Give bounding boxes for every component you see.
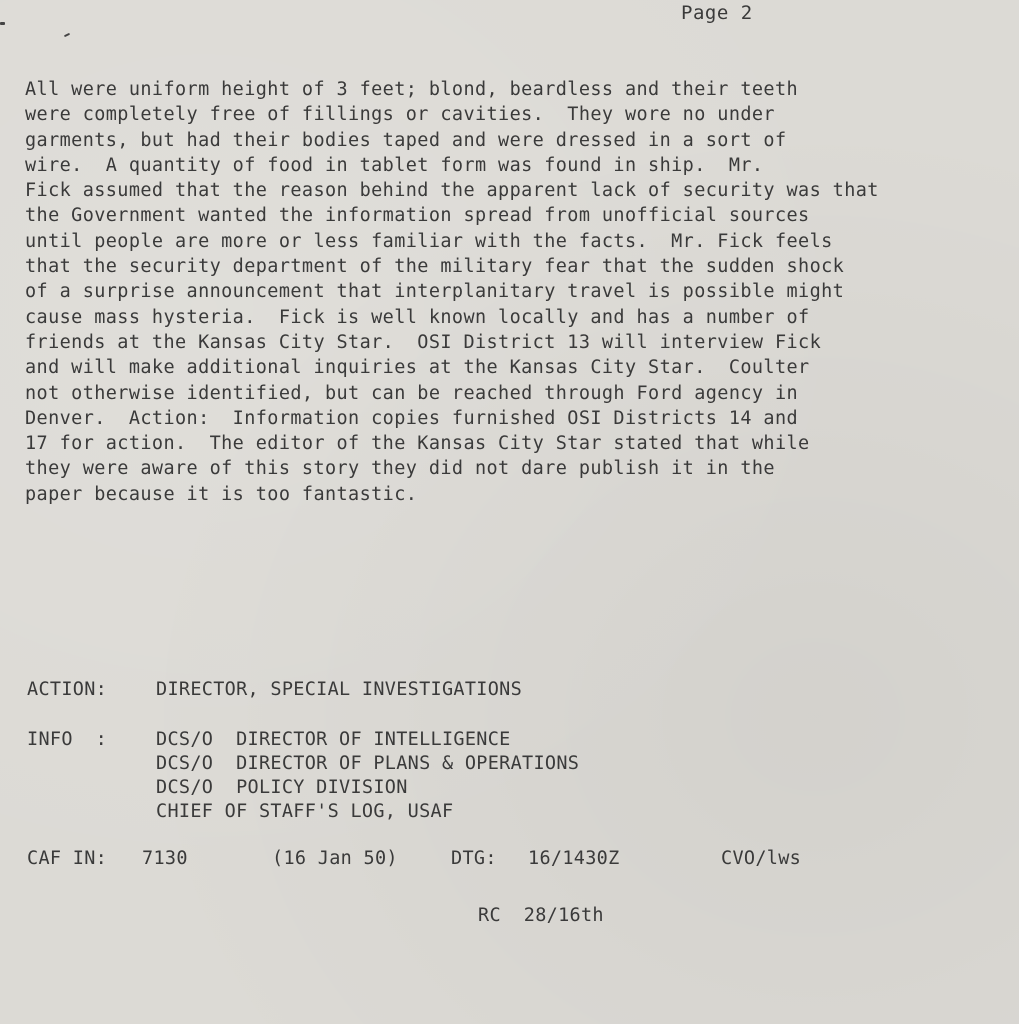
body-line: were completely free of fillings or cavities. They wore no under <box>25 104 775 126</box>
info-list <box>156 728 579 824</box>
body-line: until people are more or less familiar with the facts. Mr. Fick feels <box>25 230 833 252</box>
body-line: 17 for action. The editor of the Kansas City Star stated that while <box>25 433 810 455</box>
body-line: of a surprise announcement that interplanitary travel is possible might <box>25 281 845 303</box>
rc-number: RC 28/16th <box>478 905 604 926</box>
page-number: Page 2 <box>681 2 753 24</box>
ink-mark <box>0 22 5 25</box>
ink-mark <box>64 33 70 37</box>
info-line: DCS/O DIRECTOR OF INTELLIGENCE <box>156 729 511 750</box>
info-routing <box>27 728 580 824</box>
action-label: ACTION: <box>27 679 108 700</box>
action-value: DIRECTOR, SPECIAL INVESTIGATIONS <box>156 679 523 700</box>
body-line: the Government wanted the information spread from unofficial sources <box>25 205 810 227</box>
body-line: that the security department of the military fear that the sudden shock <box>25 256 845 278</box>
message-date: (16 Jan 50) <box>272 848 398 869</box>
info-label: INFO : <box>27 729 108 750</box>
body-line: Fick assumed that the reason behind the apparent lack of security was that <box>25 180 879 202</box>
body-line: friends at the Kansas City Star. OSI District 13 will interview Fick <box>25 331 822 353</box>
body-line: paper because it is too fantastic. <box>25 483 418 505</box>
typist-initials: CVO/lws <box>721 848 802 869</box>
body-line: All were uniform height of 3 feet; blond, beardless and their teeth <box>25 79 799 100</box>
body-line: Denver. Action: Information copies furnished OSI Districts 14 and <box>25 407 799 429</box>
body-line: and will make additional inquiries at the Kansas City Star. Coulter <box>25 357 810 379</box>
caf-in-label: CAF IN: <box>27 848 108 869</box>
body-text <box>25 77 1005 507</box>
cable-info-row <box>27 848 927 874</box>
body-line: garments, but had their bodies taped and were dressed in a sort of <box>25 129 787 151</box>
info-line: DCS/O POLICY DIVISION <box>156 777 408 798</box>
body-line: cause mass hysteria. Fick is well known locally and has a number of <box>25 306 810 328</box>
dtg-value: 16/1430Z <box>528 848 620 869</box>
dtg-label: DTG: <box>451 848 497 869</box>
info-line: CHIEF OF STAFF'S LOG, USAF <box>156 801 454 822</box>
caf-in-value: 7130 <box>142 848 188 869</box>
body-line: not otherwise identified, but can be reached through Ford agency in <box>25 382 799 404</box>
body-line: they were aware of this story they did not dare publish it in the <box>25 458 775 480</box>
info-line: DCS/O DIRECTOR OF PLANS & OPERATIONS <box>156 753 580 774</box>
body-line: wire. A quantity of food in tablet form was found in ship. Mr. <box>25 154 764 176</box>
